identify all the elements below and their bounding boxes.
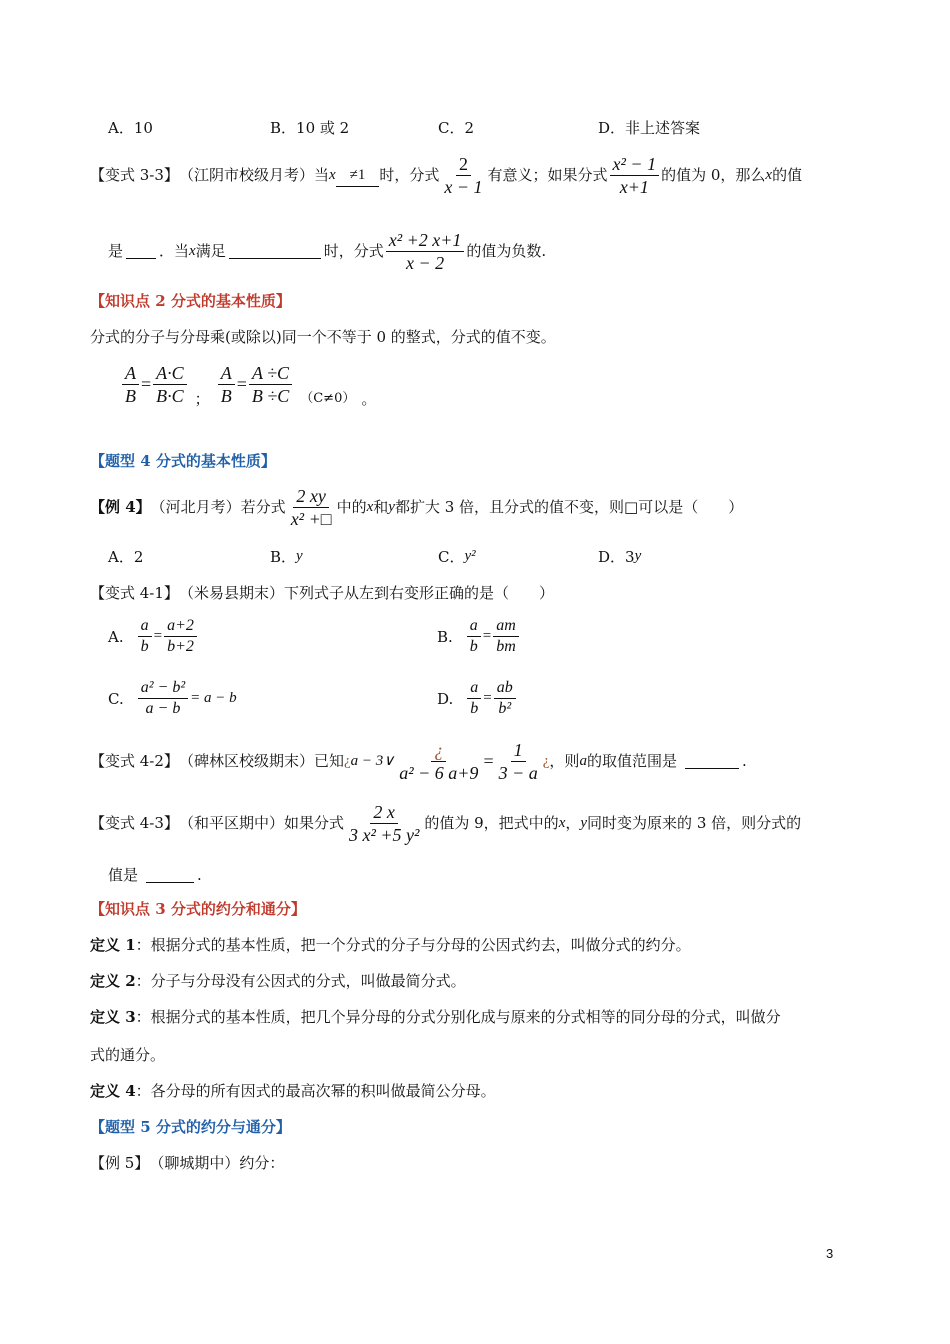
fraction: $\frac{\text{a² − b²}}{a - b}$ [138, 678, 188, 719]
definition-3: 定义 3 ：根据分式的基本性质，把几个异分母的分式分别化成与原来的分式相等的同分母的分式，叫做分 [90, 1008, 781, 1026]
definition-3-continued: 式的通分。 [90, 1046, 166, 1064]
fraction: $\frac{a+2}{b+2}$ [164, 616, 197, 657]
answer-blank-2 [126, 244, 156, 259]
option-c: C．2 [438, 119, 475, 137]
example-4-option-a: A．2 [108, 548, 144, 566]
variant-4-1: 【变式 4-1】 （米易县期末）下列式子从左到右变形正确的是（ ） [90, 584, 554, 602]
variant-4-1-option-d: D. $\frac{a}{b}$ = $\frac{ab}{\text{b²}}$ [437, 678, 518, 719]
question-type-5-title: 【题型 5 分式的约分与通分】 [90, 1118, 291, 1136]
fraction: $\frac{ab}{\text{b²}}$ [494, 678, 516, 719]
variant-4-1-option-c: C. $\frac{\text{a² − b²}}{a - b}$ = a − b [108, 679, 237, 717]
fraction: $\frac{2 x}{\text{3 x² +5 y²}}$ [348, 801, 420, 845]
fraction: $\frac{2 xy}{\text{x² +□}}$ [290, 485, 332, 529]
variant-3-3-line1: 【变式 3-3】 （江阴市校级月考）当 x ≠1 时，分式 $\frac{2}{x - 1}$ 有意义；如果分式 $\frac{\text{x² − 1}}{x+1}$ 的值为 0，那么 x 的值 [90, 153, 803, 197]
fraction: $\frac{\text{x² − 1}}{x+1}$ [610, 153, 660, 198]
page-number: 3 [826, 1246, 834, 1261]
fraction: $\frac{\text{x² +2 x+1}}{x - 2}$ [386, 229, 465, 274]
question-type-4-title: 【题型 4 分式的基本性质】 [90, 452, 276, 470]
variant-4-2: 【变式 4-2】 （碑林区校级期末）已知 ¿ a − 3∨ $\frac{¿}{\text{a² − 6 a+9}}$ = $\frac{1}{3 - a}$ ¿ ，则 a 的取值范围是 . [90, 739, 747, 783]
example-4-option-c: C． y² [438, 548, 476, 566]
fraction: $\frac{a}{b}$ [467, 616, 481, 657]
definition-2: 定义 2 ：分子与分母没有公因式的分式，叫做最简分式。 [90, 972, 466, 990]
answer-blank-1: ≠1 [336, 164, 380, 187]
variant-4-3-line2: 值是 . [108, 866, 202, 884]
example-5: 【例 5】 （聊城期中）约分： [90, 1154, 285, 1172]
fraction: $\frac{A}{B}$ [122, 362, 139, 407]
fraction: $\frac{am}{bm}$ [493, 616, 519, 657]
example-4-option-d: D．3 y [598, 548, 642, 566]
example-4: 【例 4】 （河北月考）若分式 $\frac{2 xy}{\text{x² +□}}$ 中的 x 和 y 都扩大 3 倍，且分式的值不变，则□可以是（ ） [90, 485, 744, 529]
option-b: B．10 或 2 [270, 119, 350, 137]
answer-blank-3 [229, 244, 321, 259]
example-4-tag: 【例 4】 [90, 498, 151, 516]
knowledge-point-2-text: 分式的分子与分母乘(或除以)同一个不等于 0 的整式，分式的值不变。 [90, 328, 556, 346]
fraction: $\frac{A\cdot C}{B\cdot C}$ [153, 362, 187, 407]
answer-blank-4 [685, 754, 739, 769]
variant-4-1-option-b: B. $\frac{a}{b}$ = $\frac{am}{bm}$ [437, 616, 521, 657]
fraction: $\frac{2}{x - 1}$ [444, 153, 483, 197]
knowledge-point-3-title: 【知识点 3 分式的约分和通分】 [90, 900, 306, 918]
variant-4-1-option-a: A. $\frac{a}{b}$ = $\frac{a+2}{b+2}$ [108, 616, 199, 657]
knowledge-point-2-title: 【知识点 2 分式的基本性质】 [90, 292, 291, 310]
fraction: $\frac{a}{b}$ [138, 616, 152, 657]
basic-property-formula: $\frac{A}{B}$ = $\frac{A\cdot C}{B\cdot C}$ ； $\frac{A}{B}$ = $\frac{A \div C}{B \div C}$ （C≠0） 。 [120, 358, 870, 410]
fraction: $\frac{A}{B}$ [218, 362, 235, 407]
fraction: $\frac{1}{3 - a}$ [498, 739, 538, 783]
variant-3-3-tag: 【变式 3-3】 [90, 166, 179, 184]
fraction: $\frac{a}{b}$ [467, 678, 481, 719]
answer-blank-5 [146, 868, 194, 883]
option-a: A．10 [108, 119, 153, 137]
option-d: D．非上述答案 [598, 119, 701, 137]
definition-4: 定义 4 ：各分母的所有因式的最高次幂的积叫做最简公分母。 [90, 1082, 496, 1100]
definition-1: 定义 1 ：根据分式的基本性质，把一个分式的分子与分母的公因式约去，叫做分式的约分。 [90, 936, 691, 954]
fraction: $\frac{¿}{\text{a² − 6 a+9}}$ [399, 739, 479, 783]
variant-3-3-line2: 是 ．当 x 满足 时，分式 $\frac{\text{x² +2 x+1}}{x - 2}$ 的值为负数. [108, 229, 547, 273]
example-4-option-b: B． y [270, 548, 303, 566]
variant-4-3-line1: 【变式 4-3】 （和平区期中）如果分式 $\frac{2 x}{\text{3 x² +5 y²}}$ 的值为 9，把式中的 x ， y 同时变为原来的 3 倍，则分式的 [90, 801, 802, 845]
fraction: $\frac{A \div C}{B \div C}$ [249, 362, 292, 407]
